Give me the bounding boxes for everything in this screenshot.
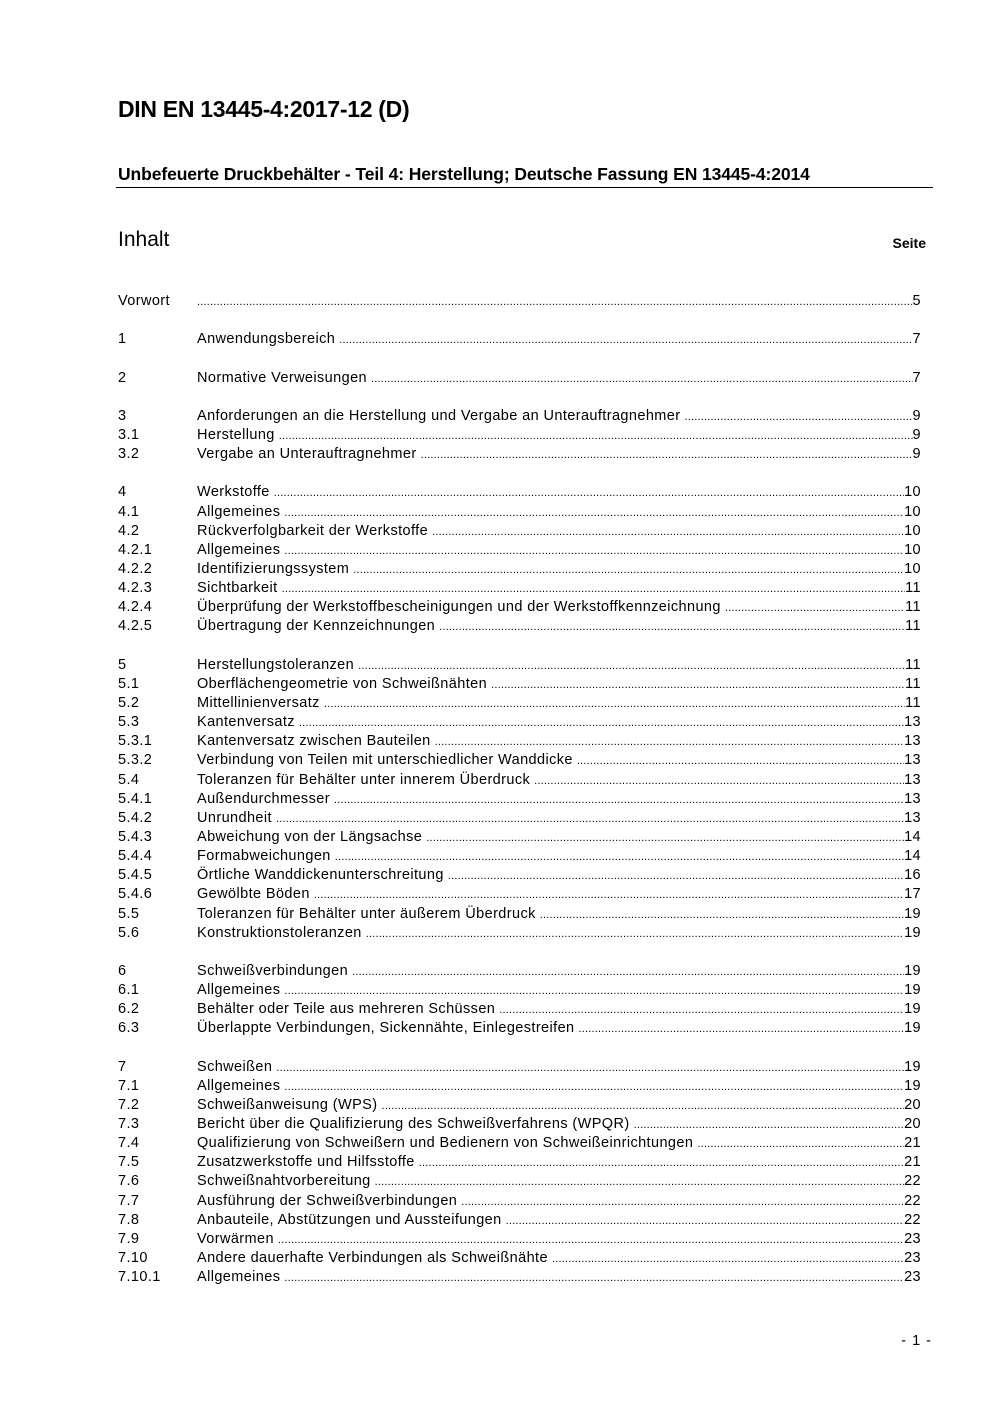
toc-entry-page: 14 <box>904 828 921 845</box>
toc-entry-page: 10 <box>904 522 921 539</box>
toc-entry[interactable] <box>118 675 921 694</box>
toc-entry-title: Rückverfolgbarkeit der Werkstoffe <box>197 522 429 539</box>
toc-entry-title: Verbindung von Teilen mit unterschiedlicher Wanddicke <box>197 752 573 769</box>
toc-entry[interactable] <box>118 1000 921 1019</box>
toc-entry-number: 5.1 <box>118 675 140 692</box>
toc-dot-leader <box>577 752 904 771</box>
toc-dot-leader <box>299 714 904 733</box>
toc-entry[interactable] <box>118 598 921 617</box>
toc-entry[interactable] <box>118 503 921 522</box>
toc-entry[interactable] <box>118 885 921 904</box>
toc-entry-page: 11 <box>905 656 921 673</box>
toc-dot-leader <box>284 504 904 523</box>
toc-entry-number: 7.4 <box>118 1135 140 1152</box>
toc-dot-leader <box>274 484 904 503</box>
toc-dot-leader <box>371 370 913 389</box>
toc-entry-page: 23 <box>904 1269 921 1286</box>
toc-entry-number: 5.4.5 <box>118 867 153 884</box>
toc-dot-leader <box>276 810 904 829</box>
toc-dot-leader <box>335 848 904 867</box>
toc-entry-title: Toleranzen für Behälter unter äußerem Überdruck <box>197 905 536 922</box>
toc-entry-page: 13 <box>904 771 921 788</box>
toc-entry-title: Übertragung der Kennzeichnungen <box>197 618 436 635</box>
toc-dot-leader <box>426 829 904 848</box>
toc-entry[interactable] <box>118 866 921 885</box>
toc-dot-leader <box>339 331 912 350</box>
toc-entry-page: 16 <box>904 867 921 884</box>
toc-entry-number: 6.3 <box>118 1020 140 1037</box>
toc-entry-number: 4.2.4 <box>118 599 153 616</box>
toc-entry-number: 5.2 <box>118 694 140 711</box>
toc-dot-leader <box>284 542 904 561</box>
toc-entry-title: Überprüfung der Werkstoffbescheinigungen und der Werkstoffkennzeichnung <box>197 599 721 616</box>
toc-entry-number: 6.2 <box>118 1001 140 1018</box>
toc-entry-title: Außendurchmesser <box>197 790 330 807</box>
toc-entry[interactable] <box>118 369 921 388</box>
toc-entry-page: 14 <box>904 848 921 865</box>
table-of-contents <box>118 292 921 1287</box>
toc-entry-page: 9 <box>912 446 921 463</box>
toc-entry[interactable] <box>118 1153 921 1172</box>
toc-entry[interactable] <box>118 694 921 713</box>
toc-entry-title: Ausführung der Schweißverbindungen <box>197 1192 458 1209</box>
toc-dot-leader <box>421 446 913 465</box>
toc-entry-title: Qualifizierung von Schweißern und Bedienern von Schweißeinrichtungen <box>197 1135 694 1152</box>
toc-entry-page: 19 <box>904 924 921 941</box>
toc-entry-page: 19 <box>904 1058 921 1075</box>
toc-entry[interactable] <box>118 579 921 598</box>
toc-entry-title: Zusatzwerkstoffe und Hilfsstoffe <box>197 1154 415 1171</box>
toc-entry-number: 5.4.6 <box>118 886 153 903</box>
toc-entry[interactable] <box>118 656 921 675</box>
toc-entry-number: 5.4.2 <box>118 809 153 826</box>
document-subtitle: Unbefeuerte Druckbehälter - Teil 4: Herstellung; Deutsche Fassung EN 13445-4:2014 <box>118 164 810 184</box>
toc-entry-title: Anforderungen an die Herstellung und Vergabe an Unterauftragnehmer <box>197 407 681 424</box>
toc-entry-title: Gewölbte Böden <box>197 886 310 903</box>
toc-dot-leader <box>282 580 906 599</box>
toc-entry-page: 9 <box>912 407 921 424</box>
toc-dot-leader <box>314 886 904 905</box>
subtitle-underline <box>116 187 933 188</box>
toc-entry-page: 23 <box>904 1250 921 1267</box>
toc-entry-number: 4.2.3 <box>118 580 153 597</box>
toc-entry-page: 9 <box>912 426 921 443</box>
toc-entry-page: 7 <box>912 369 921 386</box>
toc-entry-title: Andere dauerhafte Verbindungen als Schweißnähte <box>197 1250 548 1267</box>
toc-entry-page: 10 <box>904 541 921 558</box>
toc-dot-leader <box>540 906 904 925</box>
toc-dot-leader <box>197 293 913 312</box>
toc-entry[interactable] <box>118 1249 921 1268</box>
toc-entry-number: 3.1 <box>118 426 140 443</box>
toc-entry-title: Allgemeines <box>197 541 281 558</box>
toc-entry-number: 5.3 <box>118 714 140 731</box>
toc-entry[interactable] <box>118 1115 921 1134</box>
toc-entry[interactable] <box>118 330 921 349</box>
toc-entry-number: 2 <box>118 369 127 386</box>
toc-entry-page: 10 <box>904 484 921 501</box>
toc-entry-page: 23 <box>904 1230 921 1247</box>
toc-dot-leader <box>491 676 905 695</box>
toc-entry-number: 5 <box>118 656 127 673</box>
toc-entry-page: 13 <box>904 733 921 750</box>
toc-entry-page: 17 <box>904 886 921 903</box>
toc-entry-number: 4 <box>118 484 127 501</box>
toc-dot-leader <box>353 561 904 580</box>
toc-entry-number: 3.2 <box>118 446 140 463</box>
toc-dot-leader <box>634 1116 904 1135</box>
toc-dot-leader <box>439 618 905 637</box>
toc-entry-title: Allgemeines <box>197 503 281 520</box>
toc-entry-number: 5.4.1 <box>118 790 153 807</box>
toc-entry[interactable] <box>118 1134 921 1153</box>
toc-entry-title: Allgemeines <box>197 1077 281 1094</box>
toc-entry-number: 5.3.1 <box>118 733 153 750</box>
toc-entry-page: 21 <box>904 1135 921 1152</box>
toc-dot-leader <box>279 427 913 446</box>
toc-entry-number: 7.5 <box>118 1154 140 1171</box>
toc-entry-title: Allgemeines <box>197 1269 281 1286</box>
toc-entry[interactable] <box>118 771 921 790</box>
toc-entry-title: Kantenversatz zwischen Bauteilen <box>197 733 431 750</box>
toc-entry-title: Schweißen <box>197 1058 273 1075</box>
toc-entry[interactable] <box>118 426 921 445</box>
toc-entry[interactable] <box>118 790 921 809</box>
toc-entry-title: Schweißnahtvorbereitung <box>197 1173 371 1190</box>
toc-entry-title: Anbauteile, Abstützungen und Aussteifungen <box>197 1211 502 1228</box>
toc-entry-title: Unrundheit <box>197 809 272 826</box>
toc-dot-leader <box>579 1020 905 1039</box>
toc-entry-number: 7.3 <box>118 1116 140 1133</box>
toc-entry-number: 7.7 <box>118 1192 140 1209</box>
toc-entry[interactable] <box>118 522 921 541</box>
toc-entry[interactable] <box>118 962 921 981</box>
toc-dot-leader <box>278 1231 904 1250</box>
toc-entry-number: 5.4.4 <box>118 848 153 865</box>
toc-dot-leader <box>284 982 904 1001</box>
toc-dot-leader <box>358 657 905 676</box>
toc-dot-leader <box>432 523 904 542</box>
toc-entry-title: Konstruktionstoleranzen <box>197 924 362 941</box>
toc-dot-leader <box>461 1193 904 1212</box>
toc-entry-title: Abweichung von der Längsachse <box>197 828 423 845</box>
toc-entry-page: 20 <box>904 1116 921 1133</box>
toc-entry[interactable] <box>118 713 921 732</box>
toc-entry-title: Formabweichungen <box>197 848 331 865</box>
toc-dot-leader <box>419 1154 904 1173</box>
toc-entry-page: 20 <box>904 1096 921 1113</box>
toc-entry-number: 1 <box>118 331 127 348</box>
toc-entry[interactable] <box>118 905 921 924</box>
toc-entry[interactable] <box>118 1058 921 1077</box>
toc-entry-page: 11 <box>905 599 921 616</box>
toc-entry-title: Überlappte Verbindungen, Sickennähte, Einlegestreifen <box>197 1020 575 1037</box>
toc-entry-number: 4.2.1 <box>118 541 153 558</box>
toc-entry[interactable] <box>118 1077 921 1096</box>
toc-entry-number: 7.10.1 <box>118 1269 161 1286</box>
toc-entry-number: 5.5 <box>118 905 140 922</box>
toc-entry-page: 10 <box>904 503 921 520</box>
toc-entry[interactable] <box>118 541 921 560</box>
document-title: DIN EN 13445-4:2017-12 (D) <box>118 96 410 122</box>
toc-dot-leader <box>435 733 904 752</box>
toc-entry[interactable] <box>118 847 921 866</box>
toc-entry-page: 19 <box>904 1077 921 1094</box>
toc-dot-leader <box>552 1250 904 1269</box>
toc-dot-leader <box>324 695 905 714</box>
toc-entry[interactable] <box>118 617 921 636</box>
toc-entry-page: 13 <box>904 752 921 769</box>
toc-entry-page: 13 <box>904 714 921 731</box>
toc-entry-title: Toleranzen für Behälter unter innerem Überdruck <box>197 771 531 788</box>
toc-entry-title: Kantenversatz <box>197 714 295 731</box>
toc-entry-page: 7 <box>912 331 921 348</box>
toc-entry[interactable] <box>118 1192 921 1211</box>
toc-entry-number: 6 <box>118 962 127 979</box>
toc-entry-page: 19 <box>904 905 921 922</box>
toc-entry-number: 7.9 <box>118 1230 140 1247</box>
toc-entry-title: Vorwärmen <box>197 1230 274 1247</box>
toc-entry[interactable] <box>118 732 921 751</box>
page-number: - 1 - <box>901 1333 932 1349</box>
toc-entry[interactable] <box>118 445 921 464</box>
toc-entry-number: 7.6 <box>118 1173 140 1190</box>
toc-entry[interactable] <box>118 1019 921 1038</box>
toc-entry-number: 5.3.2 <box>118 752 153 769</box>
toc-dot-leader <box>375 1173 904 1192</box>
toc-entry-page: 11 <box>905 580 921 597</box>
toc-entry[interactable] <box>118 1230 921 1249</box>
toc-entry[interactable] <box>118 1096 921 1115</box>
toc-entry-title: Schweißanweisung (WPS) <box>197 1096 378 1113</box>
toc-heading: Inhalt <box>118 228 170 251</box>
toc-entry[interactable] <box>118 924 921 943</box>
toc-entry-title: Allgemeines <box>197 982 281 999</box>
toc-entry[interactable] <box>118 1268 921 1287</box>
toc-dot-leader <box>448 867 904 886</box>
toc-entry[interactable] <box>118 1172 921 1191</box>
toc-entry-page: 5 <box>912 293 921 309</box>
toc-entry-number: 7.1 <box>118 1077 140 1094</box>
toc-entry-title: Anwendungsbereich <box>197 331 336 348</box>
toc-dot-leader <box>697 1135 904 1154</box>
toc-entry-page: 19 <box>904 1020 921 1037</box>
toc-entry-page: 19 <box>904 1001 921 1018</box>
toc-entry-page: 19 <box>904 982 921 999</box>
toc-entry[interactable] <box>118 828 921 847</box>
toc-entry[interactable] <box>118 292 921 311</box>
toc-entry[interactable] <box>118 809 921 828</box>
toc-entry-number: 7.10 <box>118 1250 148 1267</box>
toc-dot-leader <box>352 963 904 982</box>
toc-entry-title: Sichtbarkeit <box>197 580 278 597</box>
toc-entry-page: 11 <box>905 618 921 635</box>
toc-entry[interactable] <box>118 407 921 426</box>
toc-entry-page: 22 <box>904 1173 921 1190</box>
toc-entry[interactable] <box>118 981 921 1000</box>
toc-entry-number: 5.6 <box>118 924 140 941</box>
toc-dot-leader <box>284 1078 904 1097</box>
toc-entry-title: Herstellung <box>197 426 275 443</box>
toc-entry-number: 4.2.5 <box>118 618 153 635</box>
toc-entry-page: 13 <box>904 809 921 826</box>
toc-entry-title: Identifizierungssystem <box>197 560 350 577</box>
toc-entry[interactable] <box>118 1211 921 1230</box>
toc-dot-leader <box>499 1001 904 1020</box>
toc-entry-number: 7.2 <box>118 1096 140 1113</box>
toc-entry-page: 11 <box>905 694 921 711</box>
toc-entry-number: 3 <box>118 407 127 424</box>
toc-entry-number: 5.4.3 <box>118 828 153 845</box>
toc-dot-leader <box>334 791 904 810</box>
toc-entry-number: 4.2.2 <box>118 560 153 577</box>
toc-dot-leader <box>366 925 904 944</box>
toc-entry-title: Schweißverbindungen <box>197 962 349 979</box>
toc-dot-leader <box>534 772 904 791</box>
toc-entry-page: 22 <box>904 1192 921 1209</box>
toc-entry-number: 7.8 <box>118 1211 140 1228</box>
toc-entry-title: Mittellinienversatz <box>197 694 320 711</box>
toc-entry-number: 5.4 <box>118 771 140 788</box>
toc-entry-page: 21 <box>904 1154 921 1171</box>
toc-entry-title: Herstellungstoleranzen <box>197 656 355 673</box>
toc-entry-page: 13 <box>904 790 921 807</box>
toc-dot-leader <box>381 1097 904 1116</box>
toc-entry-title: Oberflächengeometrie von Schweißnähten <box>197 675 488 692</box>
toc-entry-page: 22 <box>904 1211 921 1228</box>
page-column-label: Seite <box>892 235 926 251</box>
toc-entry-title: Bericht über die Qualifizierung des Schweißverfahrens (WPQR) <box>197 1116 630 1133</box>
toc-entry-number: 6.1 <box>118 982 140 999</box>
toc-entry-page: 11 <box>905 675 921 692</box>
toc-dot-leader <box>284 1269 904 1288</box>
toc-entry[interactable] <box>118 751 921 770</box>
toc-entry-number: 7 <box>118 1058 127 1075</box>
toc-dot-leader <box>506 1212 904 1231</box>
toc-entry-title: Behälter oder Teile aus mehreren Schüssen <box>197 1001 496 1018</box>
toc-dot-leader <box>276 1059 904 1078</box>
toc-entry-title: Normative Verweisungen <box>197 369 367 386</box>
toc-entry-number: 4.2 <box>118 522 140 539</box>
toc-entry-title: Vergabe an Unterauftragnehmer <box>197 446 417 463</box>
toc-entry[interactable] <box>118 483 921 502</box>
toc-entry-title: Werkstoffe <box>197 484 270 501</box>
toc-entry-number: 4.1 <box>118 503 140 520</box>
toc-entry-page: 10 <box>904 560 921 577</box>
toc-entry-page: 19 <box>904 962 921 979</box>
toc-entry-number: Vorwort <box>118 293 170 309</box>
toc-entry-title: Örtliche Wanddickenunterschreitung <box>197 867 444 884</box>
toc-dot-leader <box>725 599 905 618</box>
toc-dot-leader <box>684 408 912 427</box>
toc-entry[interactable] <box>118 560 921 579</box>
